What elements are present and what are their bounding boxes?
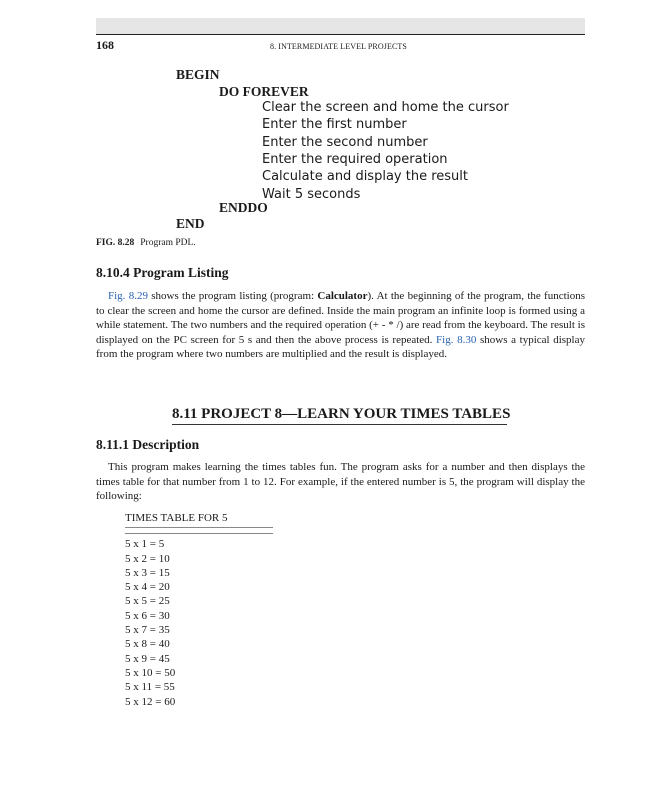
times-table-row: 5 x 5 = 25 xyxy=(125,595,170,608)
times-table-separator xyxy=(125,527,273,534)
pdl-step: Enter the first number xyxy=(262,117,407,132)
paragraph-program-listing xyxy=(96,289,585,362)
page-number: 168 xyxy=(96,38,114,52)
fig-link[interactable]: Fig. 8.29 xyxy=(108,290,148,302)
pdl-enddo: ENDDO xyxy=(219,200,268,215)
pdl-step: Enter the second number xyxy=(262,135,428,150)
pdl-step: Clear the screen and home the cursor xyxy=(262,100,509,115)
section-heading-underline xyxy=(172,424,507,425)
figure-caption xyxy=(96,238,196,248)
times-table-row: 5 x 3 = 15 xyxy=(125,566,170,579)
pdl-step: Calculate and display the result xyxy=(262,169,468,184)
program-name: Calculator xyxy=(317,290,368,302)
times-table-row: 5 x 4 = 20 xyxy=(125,581,170,594)
times-table-output xyxy=(125,511,228,709)
header-bar xyxy=(96,18,585,34)
section-heading-8-11: 8.11 PROJECT 8—LEARN YOUR TIMES TABLES xyxy=(172,406,511,422)
paragraph-description: This program makes learning the times tables fun. The program asks for a number and then displays the times table for that number from 1 to 12. For example, if the entered number is 5, the program will display the following: xyxy=(96,461,585,502)
times-table-row: 5 x 11 = 55 xyxy=(125,681,175,694)
times-table-row: 5 x 2 = 10 xyxy=(125,552,170,565)
section-heading-8-10-4: 8.10.4 Program Listing xyxy=(96,265,229,280)
times-table-row: 5 x 9 = 45 xyxy=(125,652,170,665)
pdl-end: END xyxy=(176,216,205,231)
times-table-row: 5 x 7 = 35 xyxy=(125,624,170,637)
paragraph-text: ). At the beginning of the program, the functions to clear the screen and home the cursor are defined. Inside the main program an infinite loop is formed using a while statement. The two numbers and the required operation (+ - * /) are read from the keyboard. The result is displayed on the PC screen for 5 s and then the above process is repeated. xyxy=(96,290,585,346)
figure-label: FIG. 8.28 xyxy=(96,238,135,248)
figure-caption-text: Program PDL. xyxy=(140,238,196,248)
times-table-row: 5 x 12 = 60 xyxy=(125,695,176,708)
times-table-row: 5 x 10 = 50 xyxy=(125,666,176,679)
paragraph-text: shows a typical display from the program where two numbers are multiplied and the result is displayed. xyxy=(96,333,585,360)
running-title: 8. INTERMEDIATE LEVEL PROJECTS xyxy=(270,42,407,51)
header-rule xyxy=(96,34,585,35)
times-table-row: 5 x 6 = 30 xyxy=(125,609,170,622)
times-table-title: TIMES TABLE FOR 5 xyxy=(125,512,228,524)
pdl-begin: BEGIN xyxy=(176,67,220,82)
times-table-row: 5 x 8 = 40 xyxy=(125,638,170,651)
fig-link[interactable]: Fig. 8.30 xyxy=(436,333,477,346)
pdl-step: Wait 5 seconds xyxy=(262,187,361,202)
paragraph-text: shows the program listing (program: xyxy=(147,290,318,302)
pdl-do-forever: DO FOREVER xyxy=(219,84,309,99)
pdl-step: Enter the required operation xyxy=(262,152,448,167)
section-heading-8-11-1: 8.11.1 Description xyxy=(96,437,200,452)
times-table-row: 5 x 1 = 5 xyxy=(125,538,165,551)
